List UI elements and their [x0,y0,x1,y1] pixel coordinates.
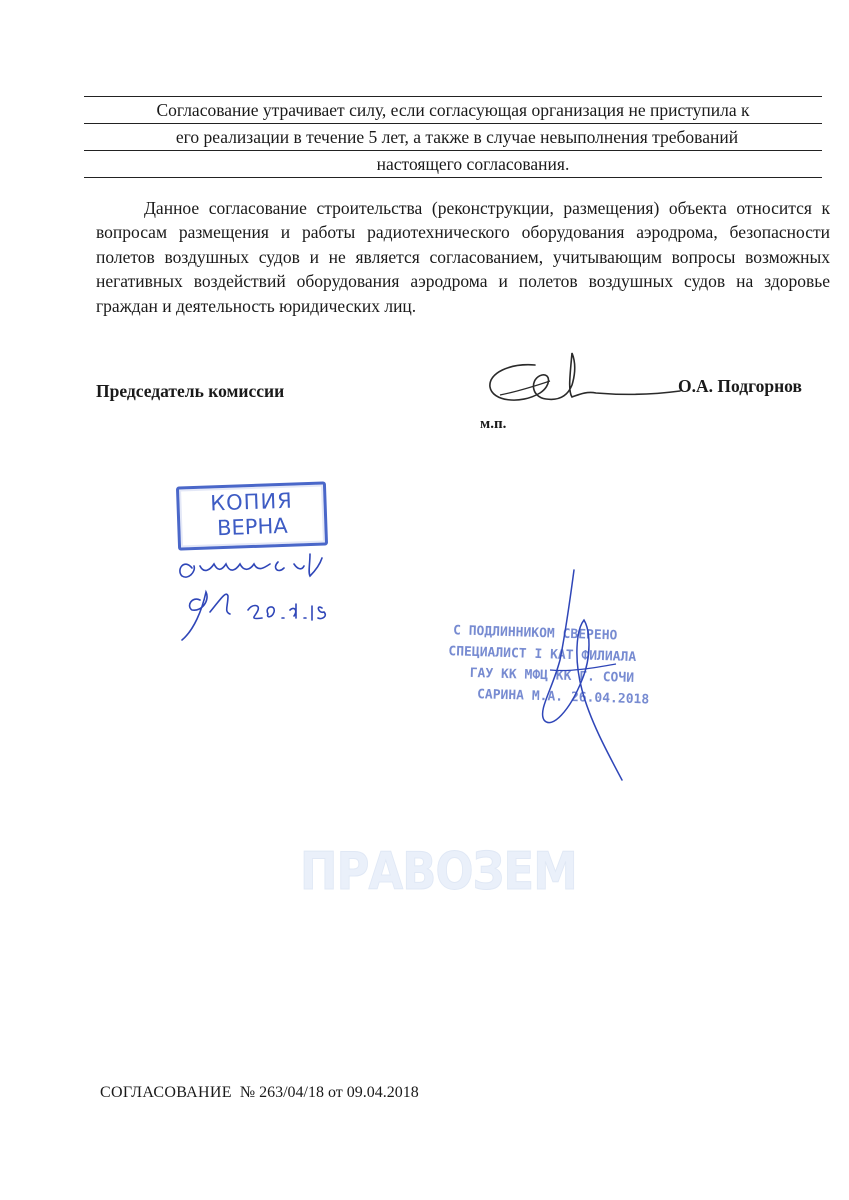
seal-place-label: м.п. [480,416,507,432]
copy-stamp-line-2: ВЕРНА [216,513,289,541]
copy-handwritten-signature [170,540,370,650]
copy-stamp-line-1: КОПИЯ [209,488,294,516]
official-stamp-line-3: ГАУ КК МФЦ КК Г. СОЧИ [469,665,635,686]
chairman-signature [480,345,690,425]
approval-reference [100,1084,419,1102]
chairman-name: О.А. Подгорнов [678,376,802,396]
chairman-title: Председатель комиссии [96,381,285,401]
approval-reference-title: СОГЛАСОВАНИЕ [100,1084,232,1101]
official-stamp-line-1: С ПОДЛИННИКОМ СВЕРЕНО [452,623,618,644]
validity-notice-line-1: Согласование утрачивает силу, если согласующая организация не приступила к [84,96,822,124]
official-stamp-line-4: САРИНА М.А. 26.04.2018 [476,687,650,708]
disclaimer-paragraph: Данное согласование строительства (реконструкции, размещения) объекта относится к вопросам размещения и работы радиотехнического оборудования аэродрома, безопасности полетов воздушных судов и не является согласованием, учитывающим вопросы возможных негативных воздействий оборудования аэродрома и полетов воздушных судов на здоровье граждан и деятельность юридических лиц. [96,198,830,316]
validity-notice-line-3: настоящего согласования. [84,151,822,178]
approval-reference-number: № 263/04/18 от 09.04.2018 [239,1084,419,1101]
watermark-text: ПРАВОЗЕМ [300,842,577,902]
official-stamp-signature [530,560,640,790]
official-stamp-line-2: СПЕЦИАЛИСТ I КАТ ФИЛИАЛА [448,644,637,666]
validity-notice [84,96,822,178]
validity-notice-line-2: его реализации в течение 5 лет, а также в случае невыполнения требований [84,124,822,151]
